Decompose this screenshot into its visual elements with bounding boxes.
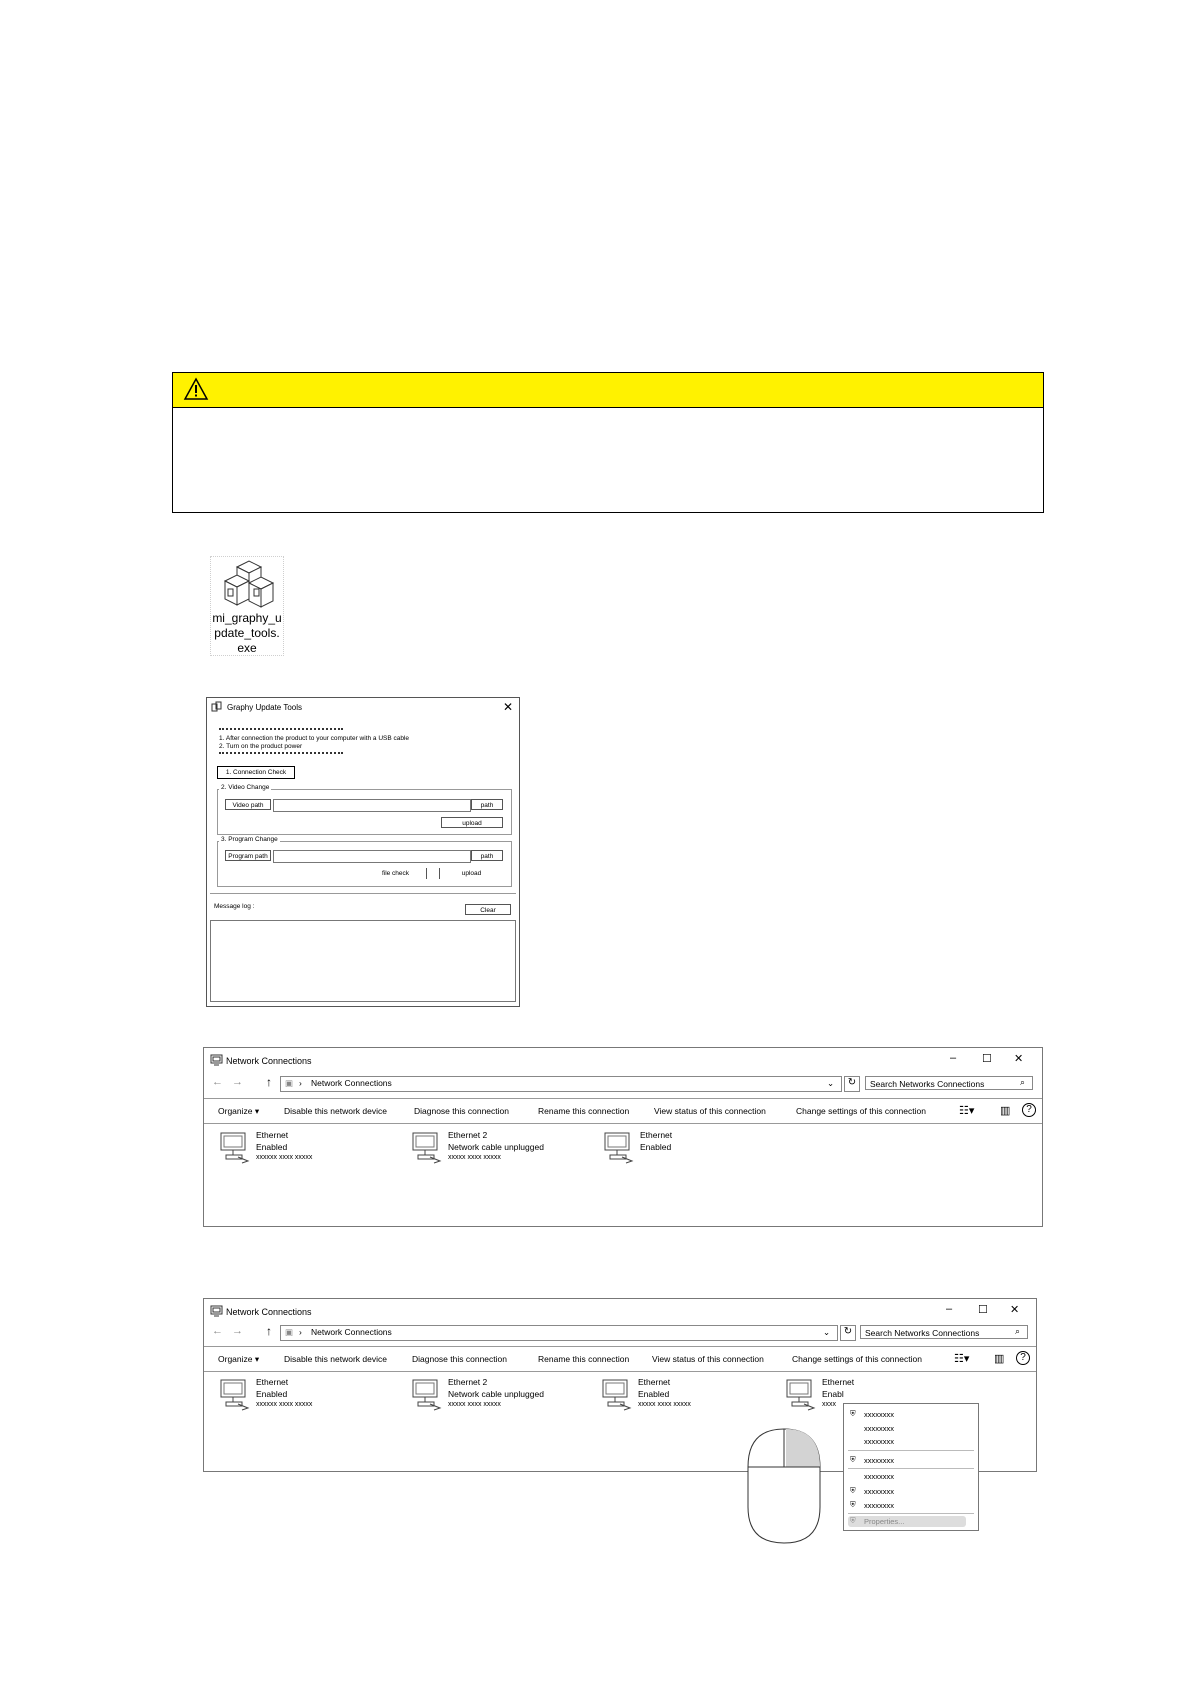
shield-icon: ⛨ <box>850 1500 856 1509</box>
menu-separator <box>848 1513 974 1514</box>
search-input[interactable]: Search Networks Connections <box>860 1325 1028 1339</box>
diagnose-button[interactable]: Diagnose this connection <box>414 1106 509 1116</box>
window-title: Network Connections <box>226 1056 312 1066</box>
connection-item[interactable] <box>602 1130 762 1170</box>
connection-name: Ethernet <box>256 1377 289 1387</box>
network-computer-icon <box>218 1130 252 1164</box>
connection-name: Ethernet 2 <box>448 1130 488 1140</box>
menu-item[interactable]: xxxxxxxx <box>864 1456 894 1465</box>
rename-button[interactable]: Rename this connection <box>538 1106 630 1116</box>
chevron-down-icon[interactable]: ⌄ <box>827 1078 835 1088</box>
refresh-icon[interactable]: ↻ <box>840 1325 856 1341</box>
warning-triangle-icon <box>183 377 209 401</box>
connection-status: Network cable unplugged <box>448 1389 544 1399</box>
connection-item[interactable] <box>410 1130 570 1170</box>
network-computer-icon <box>600 1377 634 1411</box>
command-toolbar <box>204 1346 1036 1372</box>
forward-arrow-icon[interactable]: → <box>232 1325 243 1337</box>
window-title: Network Connections <box>226 1307 312 1317</box>
rename-button[interactable]: Rename this connection <box>538 1354 630 1364</box>
close-icon[interactable]: ✕ <box>502 700 513 714</box>
network-connections-window <box>203 1047 1043 1227</box>
refresh-icon[interactable]: ↻ <box>844 1076 860 1092</box>
maximize-icon[interactable]: ☐ <box>982 1053 992 1065</box>
preview-pane-icon[interactable]: ▥ <box>1000 1105 1011 1117</box>
network-folder-icon <box>210 1305 223 1317</box>
menu-item[interactable]: xxxxxxxx <box>864 1487 894 1496</box>
network-computer-icon <box>218 1377 252 1411</box>
breadcrumb[interactable]: Network Connections <box>311 1078 392 1088</box>
connection-status: Enabled <box>256 1389 288 1399</box>
connection-detail: xxxxx xxxx xxxxx <box>638 1401 691 1408</box>
clear-button[interactable]: Clear <box>465 904 511 915</box>
program-upload-button[interactable]: upload <box>439 868 503 879</box>
shield-icon: ⛨ <box>850 1516 856 1525</box>
video-path-button[interactable]: Video path <box>225 799 271 810</box>
back-arrow-icon[interactable]: ← <box>212 1076 223 1088</box>
program-path-button[interactable]: Program path <box>225 850 271 861</box>
menu-item[interactable]: xxxxxxxx <box>864 1410 894 1419</box>
shield-icon: ⛨ <box>850 1409 856 1418</box>
back-arrow-icon[interactable]: ← <box>212 1325 223 1337</box>
search-icon[interactable]: ⌕ <box>1015 1326 1021 1336</box>
caution-box <box>172 372 1044 513</box>
connection-status: Enabl <box>822 1389 844 1399</box>
file-check-button[interactable]: file check <box>365 868 427 879</box>
view-options-icon[interactable]: ☷▾ <box>954 1353 970 1365</box>
connection-name: Ethernet <box>256 1130 289 1140</box>
change-settings-button[interactable]: Change settings of this connection <box>796 1106 926 1116</box>
program-browse-button[interactable]: path <box>471 850 503 861</box>
connection-check-button[interactable]: 1. Connection Check <box>217 766 295 779</box>
video-browse-button[interactable]: path <box>471 799 503 810</box>
connection-item[interactable] <box>218 1377 378 1417</box>
connection-item[interactable] <box>600 1377 760 1417</box>
address-bar[interactable] <box>280 1076 842 1092</box>
connection-name: Ethernet <box>822 1377 855 1387</box>
update-tool-exe-file[interactable] <box>210 556 284 656</box>
connection-status: Enabled <box>256 1142 288 1152</box>
context-menu <box>843 1403 979 1531</box>
menu-item[interactable]: xxxxxxxx <box>864 1437 894 1446</box>
view-status-button[interactable]: View status of this connection <box>652 1354 764 1364</box>
disable-device-button[interactable]: Disable this network device <box>284 1106 387 1116</box>
help-icon[interactable]: ? <box>1016 1351 1030 1365</box>
connection-name: Ethernet 2 <box>448 1377 488 1387</box>
connection-name: Ethernet <box>640 1130 673 1140</box>
connection-detail: xxxxx xxxx xxxxx <box>448 1401 501 1408</box>
organize-menu[interactable]: Organize ▾ <box>218 1106 260 1116</box>
program-change-group <box>217 841 512 887</box>
divider <box>219 728 343 730</box>
connection-status: Enabled <box>640 1142 672 1152</box>
command-toolbar <box>204 1098 1042 1124</box>
connection-item[interactable] <box>410 1377 570 1417</box>
maximize-icon[interactable]: ☐ <box>978 1304 988 1316</box>
minimize-icon[interactable]: – <box>950 1052 957 1064</box>
video-path-input[interactable] <box>273 799 471 812</box>
instruction-1: 1. After connection the product to your computer with a USB cable <box>219 735 410 742</box>
mouse-icon <box>746 1427 822 1545</box>
network-computer-icon <box>410 1377 444 1411</box>
exe-file-label: mi_graphy_update_tools.exe <box>212 611 282 655</box>
disable-device-button[interactable]: Disable this network device <box>284 1354 387 1364</box>
program-path-input[interactable] <box>273 850 471 863</box>
close-icon[interactable]: ✕ <box>1010 1304 1020 1316</box>
exe-package-icon <box>219 559 275 611</box>
up-arrow-icon[interactable]: ↑ <box>266 1324 272 1338</box>
diagnose-button[interactable]: Diagnose this connection <box>412 1354 507 1364</box>
message-log-label: Message log : <box>214 903 255 910</box>
connection-detail: xxxx <box>822 1401 836 1408</box>
change-settings-button[interactable]: Change settings of this connection <box>792 1354 922 1364</box>
video-upload-button[interactable]: upload <box>441 817 503 828</box>
shield-icon: ⛨ <box>850 1486 856 1495</box>
chevron-down-icon[interactable]: ⌄ <box>823 1327 831 1337</box>
graphy-update-tools-window <box>206 697 520 1007</box>
up-arrow-icon[interactable]: ↑ <box>266 1075 272 1089</box>
connection-status: Network cable unplugged <box>448 1142 544 1152</box>
help-icon[interactable]: ? <box>1022 1103 1036 1117</box>
connection-name: Ethernet <box>638 1377 671 1387</box>
menu-separator <box>848 1450 974 1451</box>
window-title: Graphy Update Tools <box>227 703 303 712</box>
connection-detail: xxxxx xxxx xxxxx <box>448 1154 501 1161</box>
menu-item[interactable]: xxxxxxxx <box>864 1472 894 1481</box>
location-icon: ▣ <box>285 1078 294 1088</box>
menu-item[interactable]: xxxxxxxx <box>864 1424 894 1433</box>
breadcrumb-separator: › <box>299 1078 302 1088</box>
connection-detail: xxxxxx xxxx xxxxx <box>256 1401 313 1408</box>
network-computer-icon <box>784 1377 818 1411</box>
app-icon <box>211 701 223 713</box>
instruction-2: 2. Turn on the product power <box>219 743 303 750</box>
location-icon: ▣ <box>285 1327 294 1337</box>
divider <box>210 893 516 894</box>
program-change-label: 3. Program Change <box>221 836 278 843</box>
connection-detail: xxxxxx xxxx xxxxx <box>256 1154 313 1161</box>
connection-status: Enabled <box>638 1389 670 1399</box>
shield-icon: ⛨ <box>850 1455 856 1464</box>
caution-header <box>173 373 1043 408</box>
minimize-icon[interactable]: – <box>946 1303 953 1315</box>
preview-pane-icon[interactable]: ▥ <box>994 1353 1005 1365</box>
connection-item[interactable] <box>218 1130 378 1170</box>
organize-menu[interactable]: Organize ▾ <box>218 1354 260 1364</box>
view-options-icon[interactable]: ☷▾ <box>959 1105 975 1117</box>
view-status-button[interactable]: View status of this connection <box>654 1106 766 1116</box>
address-bar[interactable] <box>280 1325 838 1341</box>
network-folder-icon <box>210 1054 223 1066</box>
menu-item[interactable]: xxxxxxxx <box>864 1501 894 1510</box>
search-input[interactable]: Search Networks Connections <box>865 1076 1033 1090</box>
close-icon[interactable]: ✕ <box>1014 1053 1024 1065</box>
breadcrumb-separator: › <box>299 1327 302 1337</box>
divider <box>219 752 343 754</box>
search-icon[interactable]: ⌕ <box>1020 1077 1026 1087</box>
network-computer-icon <box>410 1130 444 1164</box>
video-change-label: 2. Video Change <box>221 784 270 791</box>
message-log-area[interactable] <box>210 920 516 1002</box>
forward-arrow-icon[interactable]: → <box>232 1076 243 1088</box>
network-computer-icon <box>602 1130 636 1164</box>
breadcrumb[interactable]: Network Connections <box>311 1327 392 1337</box>
properties-menu-item[interactable]: Properties... <box>848 1516 966 1527</box>
menu-separator <box>848 1468 974 1469</box>
